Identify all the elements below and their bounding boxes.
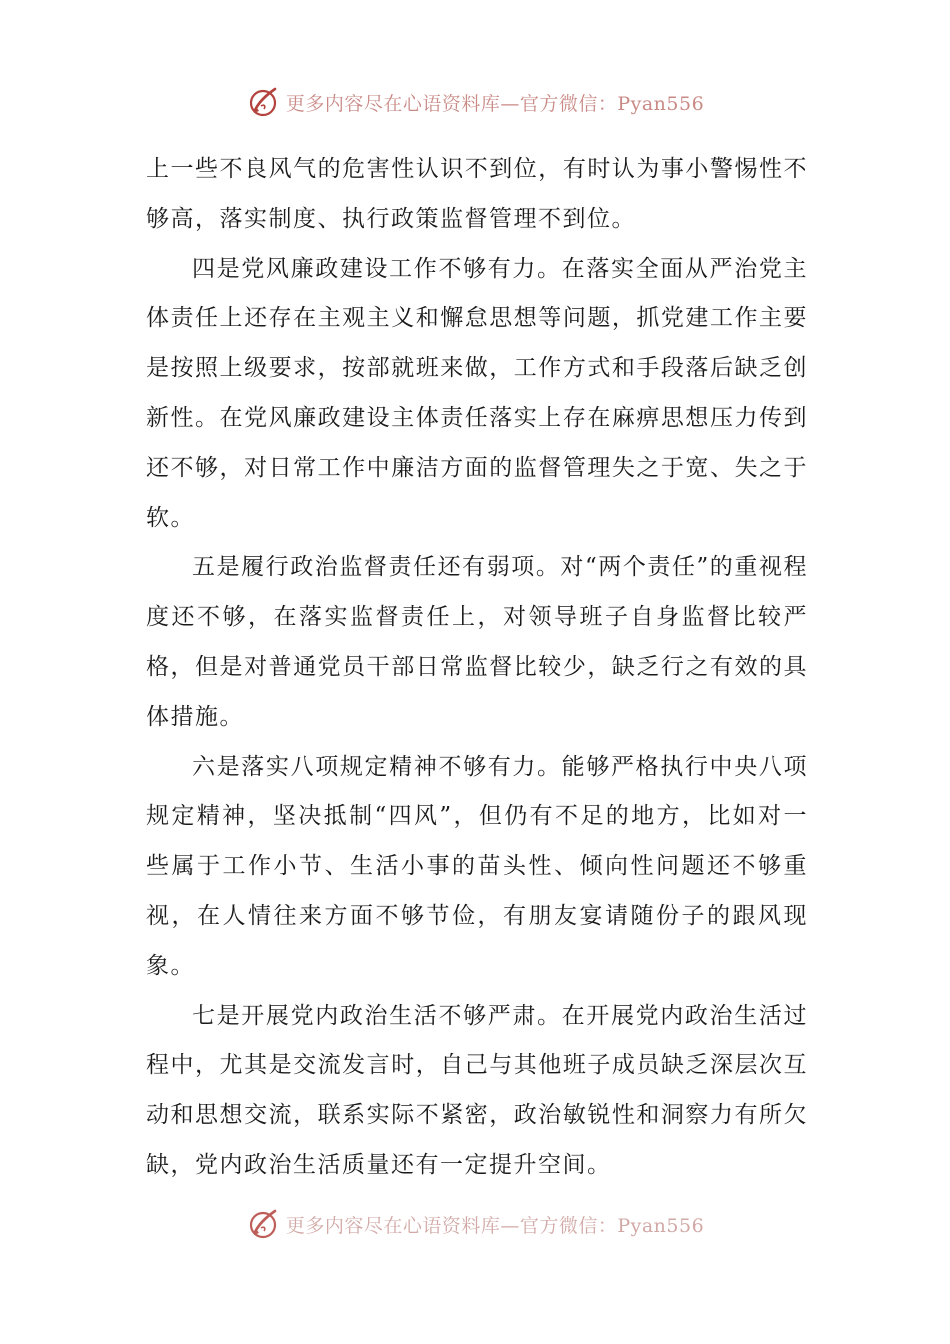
paragraph-item-5: 五是履行政治监督责任还有弱项。对“两个责任”的重视程度还不够，在落实监督责任上，对领导班子自身监督比较严格，但是对普通党员干部日常监督比较少，缺乏行之有效的具体措施。 — [146, 554, 808, 730]
paragraph-item-7: 七是开展党内政治生活不够严肃。在开展党内政治生活过程中，尤其是交流发言时，自己与其他班子成员缺乏深层次互动和思想交流，联系实际不紧密，政治敏锐性和洞察力有所欠缺，党内政治生活质量还有一定提升空间。 — [146, 1002, 808, 1178]
page-footer-watermark — [0, 1204, 950, 1244]
pen-logo-icon — [246, 1207, 280, 1241]
paragraph-continued: 上一些不良风气的危害性认识不到位，有时认为事小警惕性不够高，落实制度、执行政策监督管理不到位。 — [146, 156, 808, 232]
footer-watermark-text: 更多内容尽在心语资料库—官方微信：Pyan556 — [285, 1214, 705, 1237]
page-header-watermark — [0, 82, 950, 122]
paragraph-item-4: 四是党风廉政建设工作不够有力。在落实全面从严治党主体责任上还存在主观主义和懈怠思想等问题，抓党建工作主要是按照上级要求，按部就班来做，工作方式和手段落后缺乏创新性。在党风廉政建设主体责任落实上存在麻痹思想压力传到还不够，对日常工作中廉洁方面的监督管理失之于宽、失之于软。 — [146, 255, 808, 531]
document-body — [146, 145, 808, 1191]
header-watermark-text: 更多内容尽在心语资料库—官方微信：Pyan556 — [285, 92, 705, 115]
pen-logo-icon — [246, 85, 280, 119]
paragraph-item-6: 六是落实八项规定精神不够有力。能够严格执行中央八项规定精神，坚决抵制“四风”，但仍有不足的地方，比如对一些属于工作小节、生活小事的苗头性、倾向性问题还不够重视，在人情往来方面不够节俭，有朋友宴请随份子的跟风现象。 — [146, 753, 808, 979]
